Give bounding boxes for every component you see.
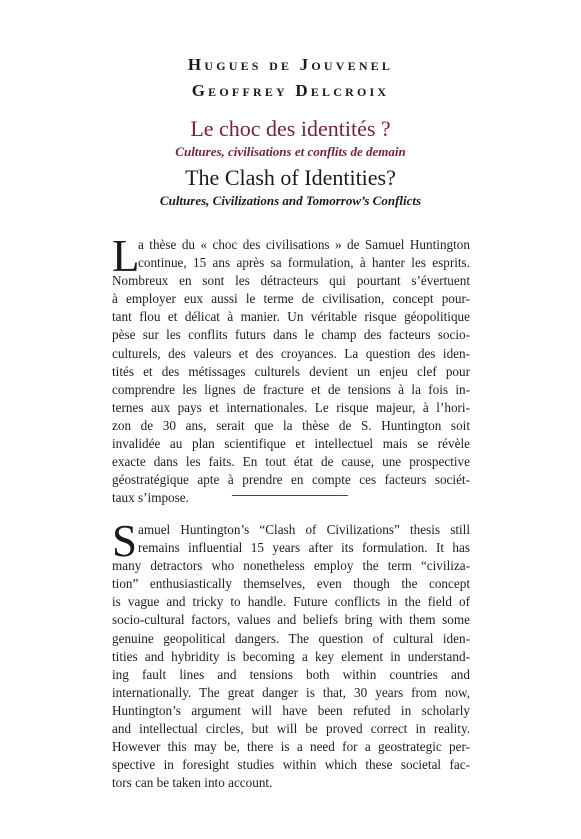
- subtitle-english: Cultures, Civilizations and Tomorrow’s Conflicts: [159, 193, 422, 208]
- abstract-line: tités et des métissages culturels devient un enjeu clef pour: [112, 363, 470, 379]
- abstract-line: tors can be taken into account.: [112, 775, 273, 791]
- abstract-line: is vague and tricky to handle. Future conflicts in the field of: [112, 594, 470, 610]
- abstract-line: amuel Huntington’s “Clash of Civilizations” thesis still: [138, 522, 470, 537]
- abstract-english: [112, 516, 470, 792]
- abstract-line: and intellectual circles, but will be proved correct in reality.: [112, 721, 470, 737]
- abstract-line: spective in foresight studies within which these societal fac-: [112, 757, 470, 773]
- abstract-line: genuine geopolitical dangers. The question of cultural iden-: [112, 630, 470, 646]
- abstract-line: comprendre les lignes de fracture et de tensions à la fois in-: [112, 381, 470, 397]
- separator-rule: [232, 495, 348, 496]
- abstract-line: socio-cultural factors, values and beliefs bring with them some: [112, 612, 470, 628]
- author-name: Hugues de Jouvenel: [187, 55, 394, 74]
- abstract-line: Huntington’s argument will have been refuted in scholarly: [112, 702, 470, 718]
- author-name: Geoffrey Delcroix: [191, 81, 390, 100]
- drop-cap: S: [112, 516, 138, 566]
- abstract-line: ing fault lines and tensions both within countries and: [112, 666, 470, 682]
- abstract-line: continue, 15 ans après sa formulation, à hanter les esprits.: [138, 255, 470, 271]
- title-english: The Clash of Identities?: [185, 165, 396, 190]
- abstract-line: internationally. The great danger is that, 30 years from now,: [112, 684, 470, 700]
- abstract-line: tant flou et délicat à manier. Un véritable risque géopolitique: [112, 309, 470, 325]
- abstract-line: exacte dans les faits. En tout état de cause, une prospective: [112, 454, 470, 470]
- abstract-line: géostratégique apte à prendre en compte ces facteurs sociét-: [112, 472, 470, 488]
- drop-cap: L: [112, 231, 140, 281]
- abstract-line: ternes aux pays et internationales. Le risque majeur, à l’hori-: [112, 399, 470, 415]
- subtitle-french: Cultures, civilisations et conflits de demain: [175, 144, 406, 159]
- abstract-line: invalidée au plan scientifique et intellectuel mais se révèle: [112, 436, 470, 452]
- abstract-line: many detractors who nonetheless employ the term “civiliza-: [112, 558, 470, 574]
- abstract-line: tion” enthusiastically themselves, even though the concept: [112, 576, 470, 592]
- abstract-line: Nombreux en sont les détracteurs qui pourtant s’évertuent: [112, 273, 470, 289]
- abstract-line: zon de 30 ans, serait que la thèse de S. Huntington soit: [112, 417, 470, 433]
- abstract-line: However this may be, there is a need for a geostrategic per-: [112, 739, 470, 755]
- title-french: Le choc des identités ?: [190, 116, 391, 141]
- abstract-line: a thèse du « choc des civilisations » de Samuel Huntington: [138, 237, 470, 252]
- abstract-line: pèse sur les conflits futurs dans le champ des facteurs socio-: [112, 327, 470, 343]
- abstract-french: [112, 231, 470, 507]
- abstract-line: taux s’impose.: [112, 490, 189, 506]
- abstract-line: remains influential 15 years after its formulation. It has: [138, 540, 470, 556]
- abstract-line: à employer eux aussi le terme de civilisation, concept pour-: [112, 291, 470, 307]
- abstract-line: tities and hybridity is becoming a key element in understand-: [112, 648, 470, 664]
- abstract-line: culturels, des valeurs et des croyances. La question des iden-: [112, 345, 470, 361]
